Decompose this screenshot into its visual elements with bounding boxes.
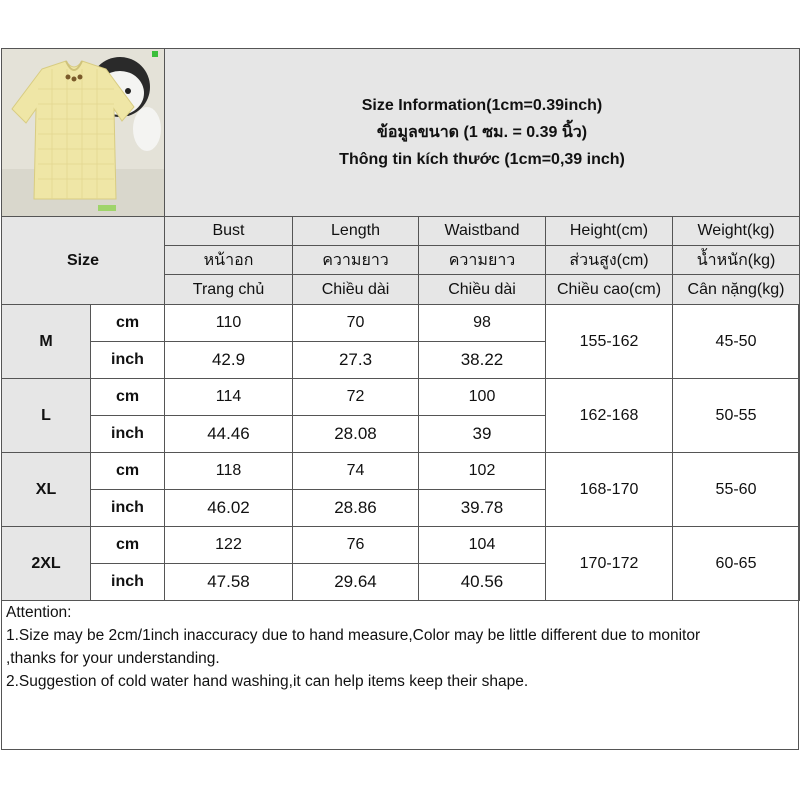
bust-cm: 122 — [165, 527, 293, 564]
length-inch: 29.64 — [293, 564, 419, 601]
size-label: L — [2, 379, 91, 453]
header-length-vi: Chiều dài — [293, 275, 419, 305]
bust-inch: 47.58 — [165, 564, 293, 601]
header-weight-vi: Cân nặng(kg) — [673, 275, 800, 305]
attention-notes — [1, 599, 799, 750]
unit-cm: cm — [91, 305, 165, 342]
bust-inch: 42.9 — [165, 342, 293, 379]
header-bust-th: หน้าอก — [165, 246, 293, 275]
length-cm: 76 — [293, 527, 419, 564]
weight-range: 60-65 — [673, 527, 800, 601]
header-height-vi: Chiều cao(cm) — [546, 275, 673, 305]
size-label: 2XL — [2, 527, 91, 601]
length-cm: 70 — [293, 305, 419, 342]
unit-cm: cm — [91, 453, 165, 490]
header-bust-en: Bust — [165, 217, 293, 246]
unit-cm: cm — [91, 379, 165, 416]
header-weight-en: Weight(kg) — [673, 217, 800, 246]
size-column-header: Size — [2, 217, 165, 305]
header-length-th: ความยาว — [293, 246, 419, 275]
title-thai: ข้อมูลขนาด (1 ซม. = 0.39 นิ้ว) — [376, 124, 588, 141]
waist-cm: 104 — [419, 527, 546, 564]
waist-inch: 38.22 — [419, 342, 546, 379]
size-label: XL — [2, 453, 91, 527]
bust-cm: 118 — [165, 453, 293, 490]
size-info-title — [165, 49, 800, 217]
unit-inch: inch — [91, 490, 165, 527]
bust-cm: 110 — [165, 305, 293, 342]
waist-inch: 40.56 — [419, 564, 546, 601]
table-row — [2, 305, 800, 342]
title-vietnamese: Thông tin kích thước (1cm=0,39 inch) — [339, 151, 625, 168]
table-row — [2, 453, 800, 490]
header-height-th: ส่วนสูง(cm) — [546, 246, 673, 275]
height-range: 155-162 — [546, 305, 673, 379]
bust-inch: 46.02 — [165, 490, 293, 527]
bust-cm: 114 — [165, 379, 293, 416]
header-waistband-en: Waistband — [419, 217, 546, 246]
unit-inch: inch — [91, 416, 165, 453]
note-line-2: 2.Suggestion of cold water hand washing,it can help items keep their shape. — [6, 673, 529, 690]
header-length-en: Length — [293, 217, 419, 246]
waist-cm: 100 — [419, 379, 546, 416]
unit-cm: cm — [91, 527, 165, 564]
table-row — [2, 527, 800, 564]
size-label: M — [2, 305, 91, 379]
note-line-1-continued: ,thanks for your understanding. — [6, 650, 220, 667]
length-inch: 27.3 — [293, 342, 419, 379]
length-inch: 28.86 — [293, 490, 419, 527]
height-range: 170-172 — [546, 527, 673, 601]
weight-range: 50-55 — [673, 379, 800, 453]
unit-inch: inch — [91, 342, 165, 379]
header-height-en: Height(cm) — [546, 217, 673, 246]
weight-range: 45-50 — [673, 305, 800, 379]
waist-cm: 102 — [419, 453, 546, 490]
header-weight-th: น้ำหนัก(kg) — [673, 246, 800, 275]
unit-inch: inch — [91, 564, 165, 601]
note-line-1: 1.Size may be 2cm/1inch inaccuracy due to hand measure,Color may be little different due to monitor — [6, 627, 701, 644]
product-photo-image — [2, 49, 164, 216]
height-range: 168-170 — [546, 453, 673, 527]
waist-cm: 98 — [419, 305, 546, 342]
length-cm: 74 — [293, 453, 419, 490]
length-cm: 72 — [293, 379, 419, 416]
length-inch: 28.08 — [293, 416, 419, 453]
table-row — [2, 379, 800, 416]
header-waistband-vi: Chiều dài — [419, 275, 546, 305]
product-photo — [2, 49, 165, 217]
size-chart-table — [1, 48, 800, 601]
waist-inch: 39.78 — [419, 490, 546, 527]
weight-range: 55-60 — [673, 453, 800, 527]
bust-inch: 44.46 — [165, 416, 293, 453]
header-waistband-th: ความยาว — [419, 246, 546, 275]
title-english: Size Information(1cm=0.39inch) — [361, 97, 603, 114]
header-bust-vi: Trang chủ — [165, 275, 293, 305]
waist-inch: 39 — [419, 416, 546, 453]
height-range: 162-168 — [546, 379, 673, 453]
notes-heading: Attention: — [6, 604, 72, 621]
